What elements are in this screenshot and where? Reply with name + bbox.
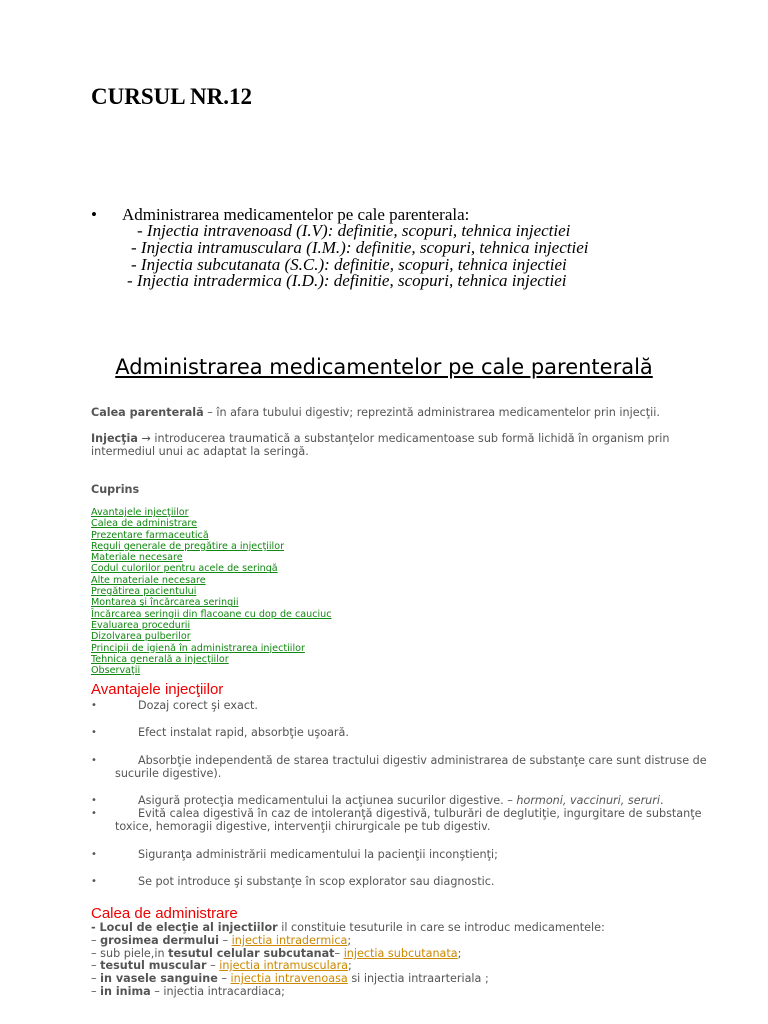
toc-link[interactable]: Materiale necesare <box>91 552 183 564</box>
route-line: – in inima – injectia intracardiaca; <box>91 985 285 998</box>
route-line: - Locul de elecţie al injectiilor il constituie tesuturile in care se introduc medicamentele: <box>91 921 605 934</box>
calea-term: Calea parenterală <box>91 406 204 419</box>
main-title: Administrarea medicamentelor pe cale parenterală <box>115 355 653 379</box>
toc-link[interactable]: Avantajele injecţiilor <box>91 507 189 518</box>
injectia-text: → introducerea traumatică a substanţelor medicamentoase sub formă lichidă în organism prin intermediul unui ac adaptat la seringă. <box>91 432 670 458</box>
injectia-definition <box>91 432 731 458</box>
bullet: • <box>91 876 97 887</box>
toc-link[interactable]: Reguli generale de pregătire a injecţiilor <box>91 540 285 552</box>
avantaj-item: • Efect instalat rapid, absorbţie uşoară. <box>91 726 349 739</box>
avantaj-item: • Evită calea digestivă în caz de intoleranţă digestivă, tulburări de deglutiţie, ingurgitare de substanţe toxice, hemoragii digestive, intervenţii chirurgicale pe tub digestiv. <box>91 807 702 833</box>
outline-item-id: - Injectia intradermica (I.D.): definitie, scopuri, tehnica injectiei <box>127 271 567 290</box>
toc-link[interactable]: Principii de igienă în administrarea injectiilor <box>91 642 305 654</box>
calea-definition <box>91 406 731 419</box>
route-link[interactable]: injectia intravenoasa <box>230 972 348 985</box>
toc-link[interactable]: Calea de administrare <box>91 518 198 530</box>
toc-link[interactable]: Alte materiale necesare <box>91 574 206 586</box>
injectia-term: Injecţia <box>91 432 138 445</box>
outline-item-im: - Injectia intramusculara (I.M.): definitie, scopuri, tehnica injectiei <box>131 238 589 257</box>
avantaje-title: Avantajele injecţiilor <box>91 681 224 698</box>
toc-link[interactable]: Pregătirea pacientului <box>91 586 197 598</box>
bullet: • <box>91 700 97 711</box>
route-line: – in vasele sanguine – injectia intravenoasa si injectia intraarteriala ; <box>91 972 489 985</box>
bullet: • <box>91 808 97 819</box>
route-link[interactable]: injectia subcutanata <box>343 947 458 960</box>
outline-item-iv: - Injectia intravenoasd (I.V): definitie, scopuri, tehnica injectiei <box>137 221 571 240</box>
bullet: • <box>91 795 97 806</box>
route-line: – tesutul muscular – injectia intramusculara; <box>91 959 352 972</box>
toc-link[interactable]: Montarea şi încărcarea seringii <box>91 597 239 609</box>
route-line: – grosimea dermului – injectia intradermica; <box>91 934 352 947</box>
avantaj-item: • Dozaj corect şi exact. <box>91 699 258 712</box>
bullet: • <box>91 849 97 860</box>
route-link[interactable]: injectia intramusculara <box>219 959 349 972</box>
toc-link[interactable]: Codul culorilor pentru acele de seringă <box>91 563 278 575</box>
toc-link[interactable]: Tehnica generală a injecţiilor <box>91 653 229 665</box>
calea-text: – în afara tubului digestiv; reprezintă administrarea medicamentelor prin injecţii. <box>203 406 660 419</box>
bullet: • <box>91 727 97 738</box>
toc-link[interactable]: Observaţii <box>91 665 141 677</box>
bullet: • <box>91 755 97 766</box>
toc-link[interactable]: Dizolvarea pulberilor <box>91 631 191 643</box>
outline-heading: Administrarea medicamentelor pe cale parenterala: <box>122 205 470 224</box>
cuprins-label: Cuprins <box>91 483 140 496</box>
route-line: – sub piele,in tesutul celular subcutanat– injectia subcutanata; <box>91 947 462 960</box>
outline-bullet: • <box>91 205 97 224</box>
table-of-contents <box>91 507 332 676</box>
toc-link[interactable]: Evaluarea procedurii <box>91 619 191 631</box>
calea-title: Calea de administrare <box>91 905 238 922</box>
toc-link[interactable]: Prezentare farmaceutică <box>91 529 209 541</box>
course-title: CURSUL NR.12 <box>91 84 253 109</box>
avantaj-item: • Siguranţa administrării medicamentului la pacienţii inconştienţi; <box>91 848 498 861</box>
route-link[interactable]: injectia intradermica <box>231 934 348 947</box>
avantaj-item: • Absorbţie independentă de starea tractului digestiv administrarea de substanţe care sunt distruse de sucurile digestive). <box>91 754 707 780</box>
toc-link[interactable]: Încărcarea seringii din flacoane cu dop de cauciuc <box>91 608 332 620</box>
outline-item-sc: - Injectia subcutanata (S.C.): definitie, scopuri, tehnica injectiei <box>131 255 567 274</box>
avantaj-item: • Se pot introduce şi substanţe în scop explorator sau diagnostic. <box>91 875 495 888</box>
avantaj-item: • Asigură protecţia medicamentului la acţiunea sucurilor digestive. – hormoni, vaccinuri, seruri. <box>91 794 664 807</box>
